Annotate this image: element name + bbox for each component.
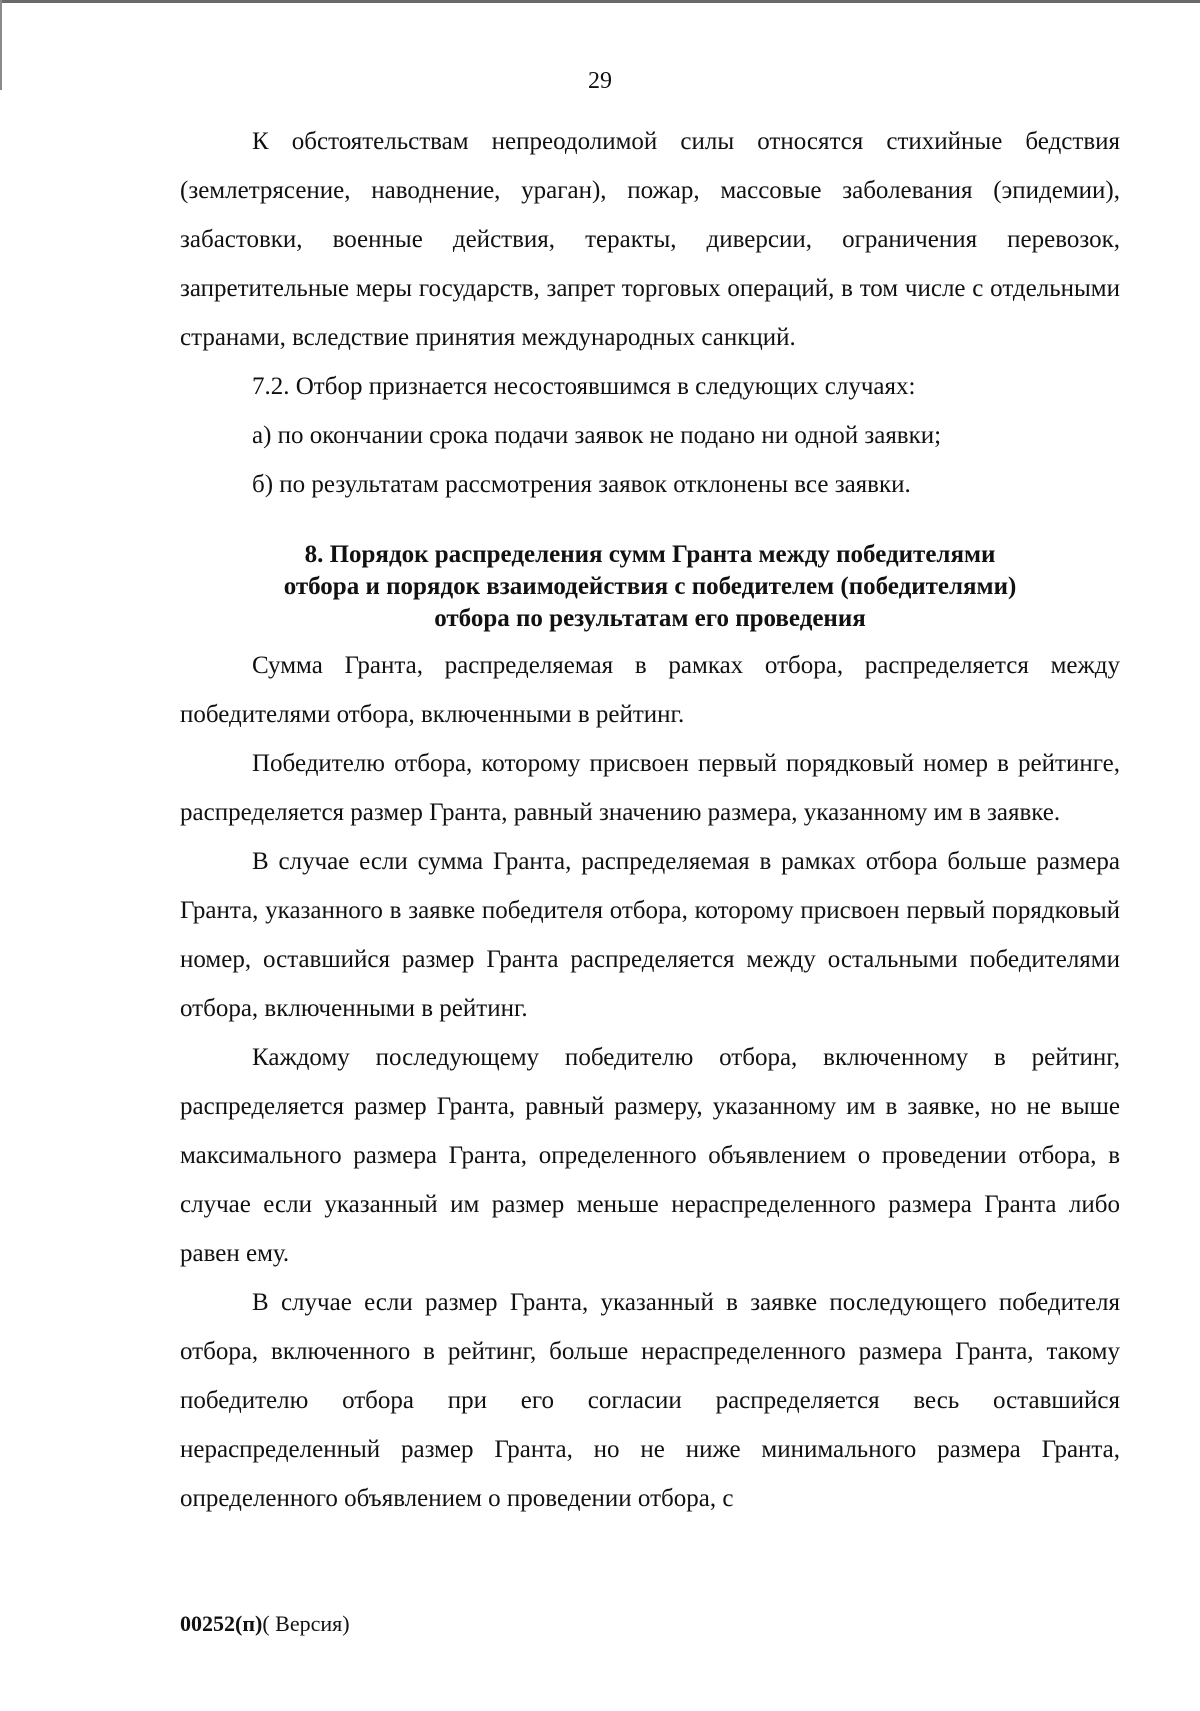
scan-edge-top bbox=[0, 0, 1200, 3]
document-code: 00252(п) bbox=[180, 1611, 263, 1636]
paragraph-7-2: 7.2. Отбор признается несостоявшимся в следующих случаях: bbox=[252, 373, 916, 400]
document-body bbox=[180, 117, 1120, 1523]
paragraph-undistributed: В случае если размер Гранта, указанный в заявке последующего победителя отбора, включенного в рейтинг, больше нераспределенного размера Гранта, такому победителю отбора при его согласии распределяется весь оставшийся нераспределенный размер Гранта, но не ниже минимального размера Гранта, определенного объявлением о проведении отбора, с bbox=[180, 1289, 1120, 1512]
paragraph-7-2-b: б) по результатам рассмотрения заявок отклонены все заявки. bbox=[252, 471, 911, 498]
paragraph-grant-sum: Сумма Гранта, распределяемая в рамках отбора, распределяется между победителями отбора, включенными в рейтинг. bbox=[180, 652, 1120, 728]
paragraph-remaining-sum: В случае если сумма Гранта, распределяемая в рамках отбора больше размера Гранта, указанного в заявке победителя отбора, которому присвоен первый порядковый номер, оставшийся размер Гранта распределяется между остальными победителями отбора, включенными в рейтинг. bbox=[180, 848, 1120, 1022]
section-8-heading bbox=[180, 539, 1120, 635]
paragraph-7-2-a: а) по окончании срока подачи заявок не подано ни одной заявки; bbox=[252, 422, 942, 449]
document-footer bbox=[180, 1611, 350, 1637]
heading-line-1: 8. Порядок распределения сумм Гранта между победителями bbox=[304, 541, 996, 568]
document-version: ( Версия) bbox=[262, 1611, 350, 1636]
heading-line-2: отбора и порядок взаимодействия с победителем (победителями) bbox=[283, 573, 1017, 600]
paragraph-force-majeure: К обстоятельствам непреодолимой силы относятся стихийные бедствия (землетрясение, наводнение, ураган), пожар, массовые заболевания (эпидемии), забастовки, военные действия, теракты, диверсии, ограничения перевозок, запретительные меры государств, запрет торговых операций, в том числе с отдельными странами, вследствие принятия международных санкций. bbox=[180, 128, 1120, 351]
paragraph-each-next-winner: Каждому последующему победителю отбора, включенному в рейтинг, распределяется размер Гранта, равный размеру, указанному им в заявке, но не выше максимального размера Гранта, определенного объявлением о проведении отбора, в случае если указанный им размер меньше нераспределенного размера Гранта либо равен ему. bbox=[180, 1044, 1120, 1267]
page-number: 29 bbox=[588, 68, 612, 94]
heading-line-3: отбора по результатам его проведения bbox=[434, 605, 866, 632]
paragraph-first-winner: Победителю отбора, которому присвоен первый порядковый номер в рейтинге, распределяется размер Гранта, равный значению размера, указанному им в заявке. bbox=[180, 750, 1120, 826]
